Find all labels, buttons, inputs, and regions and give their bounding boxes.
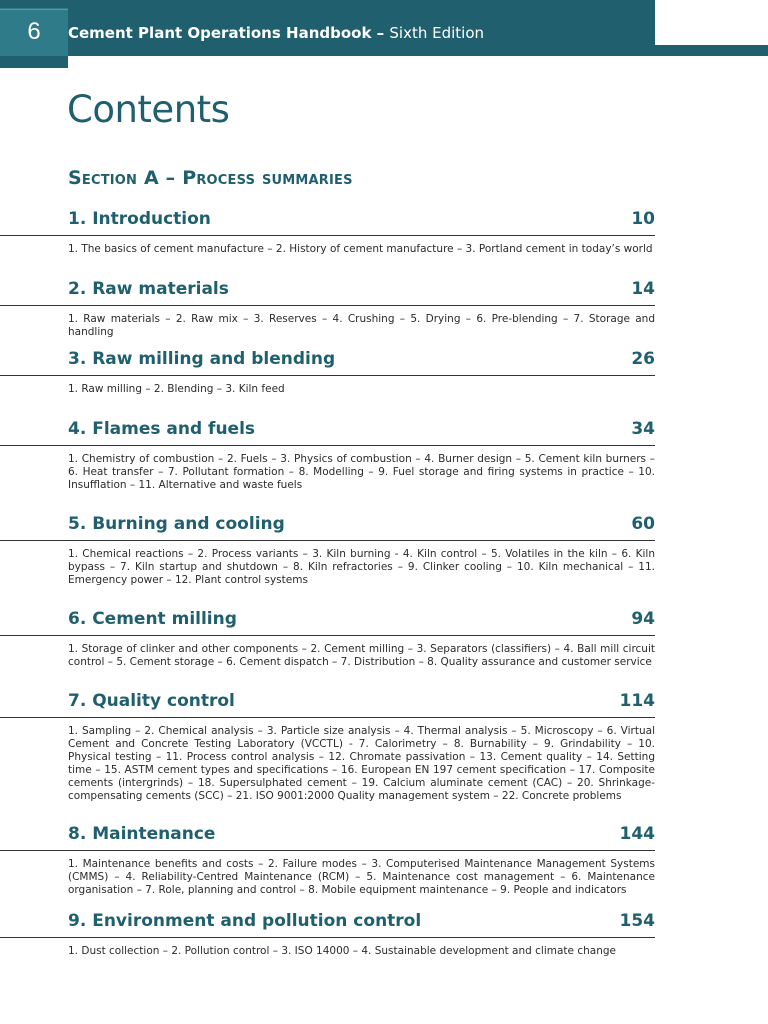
page-number-box bbox=[0, 0, 68, 68]
toc-entry-page[interactable]: 10 bbox=[631, 209, 655, 229]
toc-entry-title[interactable]: 5. Burning and cooling bbox=[68, 514, 285, 534]
toc-entry-title[interactable]: 2. Raw materials bbox=[68, 279, 229, 299]
toc-entry-header bbox=[68, 512, 655, 536]
toc-entry-header bbox=[68, 277, 655, 301]
toc-entry-title[interactable]: 6. Cement milling bbox=[68, 609, 237, 629]
toc-entry-rule bbox=[0, 850, 655, 851]
toc-entry-title[interactable]: 7. Quality control bbox=[68, 691, 235, 711]
toc-entry-description: 1. Maintenance benefits and costs – 2. Failure modes – 3. Computerised Maintenance Management Systems (CMMS) – 4. Reliability-Centred Maintenance (RCM) – 5. Maintenance cost management – 6. Maintenance organisation – 7. Role, planning and control – 8. Mobile equipment maintenance – 9. People and indicators bbox=[68, 858, 655, 896]
book-title bbox=[68, 21, 484, 45]
toc-entry-page[interactable]: 14 bbox=[631, 279, 655, 299]
toc-entry-description: 1. Sampling – 2. Chemical analysis – 3. Particle size analysis – 4. Thermal analysis – 5. Microscopy – 6. Virtual Cement and Concrete Testing Laboratory (VCCTL) - 7. Calorimetry – 8. Burnability – 9. Grindability – 10. Physical testing – 11. Process control analysis – 12. Chromate passivation – 13. Cement quality – 14. Setting time – 15. ASTM cement types and specifications – 16. European EN 197 cement specification – 17. Composite cements (intergrinds) – 18. Supersulphated cement – 19. Calcium aluminate cement (CAC) – 20. Shrinkage-compensating cements (SCC) – 21. ISO 9001:2000 Quality management system – 22. Concrete problems bbox=[68, 725, 655, 802]
contents-heading: Contents bbox=[67, 88, 230, 131]
toc-entry-rule bbox=[0, 717, 655, 718]
toc-entry-title[interactable]: 8. Maintenance bbox=[68, 824, 216, 844]
toc-entry-description: 1. The basics of cement manufacture – 2. History of cement manufacture – 3. Portland cement in today’s world bbox=[68, 243, 653, 255]
toc-entry-rule bbox=[0, 540, 655, 541]
toc-entry-page[interactable]: 144 bbox=[619, 824, 655, 844]
toc-entry-header bbox=[68, 689, 655, 713]
toc-entry-title[interactable]: 9. Environment and pollution control bbox=[68, 911, 422, 931]
book-title-separator: – bbox=[371, 24, 390, 42]
toc-entry-page[interactable]: 114 bbox=[619, 691, 655, 711]
toc-entry-title[interactable]: 3. Raw milling and blending bbox=[68, 349, 336, 369]
toc-entry-rule bbox=[0, 937, 655, 938]
section-heading: Section A – Process summaries bbox=[68, 167, 353, 189]
toc-entry-description: 1. Raw materials – 2. Raw mix – 3. Reserves – 4. Crushing – 5. Drying – 6. Pre-blending – 7. Storage and handling bbox=[68, 313, 655, 338]
toc-entry-title[interactable]: 1. Introduction bbox=[68, 209, 211, 229]
toc-entry-header bbox=[68, 347, 655, 371]
toc-entry-rule bbox=[0, 375, 655, 376]
header-right-strip bbox=[655, 45, 768, 56]
toc-entry-rule bbox=[0, 305, 655, 306]
toc-entry-description: 1. Storage of clinker and other components – 2. Cement milling – 3. Separators (classifiers) – 4. Ball mill circuit control – 5. Cement storage – 6. Cement dispatch – 7. Distribution – 8. Quality assurance and customer service bbox=[68, 643, 655, 668]
toc-entry-description: 1. Raw milling – 2. Blending – 3. Kiln feed bbox=[68, 383, 285, 395]
toc-entry-header bbox=[68, 607, 655, 631]
book-title-name: Cement Plant Operations Handbook bbox=[68, 24, 372, 42]
toc-entry-page[interactable]: 26 bbox=[631, 349, 655, 369]
toc-entry-header bbox=[68, 207, 655, 231]
toc-entry-page[interactable]: 154 bbox=[619, 911, 655, 931]
toc-entry-title[interactable]: 4. Flames and fuels bbox=[68, 419, 256, 439]
toc-entry-description: 1. Chemistry of combustion – 2. Fuels – 3. Physics of combustion – 4. Burner design – 5. Cement kiln burners – 6. Heat transfer – 7. Pollutant formation – 8. Modelling – 9. Fuel storage and firing systems in practice – 10. Insufflation – 11. Alternative and waste fuels bbox=[68, 453, 655, 491]
toc-entry-description: 1. Dust collection – 2. Pollution control – 3. ISO 14000 – 4. Sustainable development and climate change bbox=[68, 945, 616, 957]
toc-entry-rule bbox=[0, 445, 655, 446]
toc-entry-page[interactable]: 94 bbox=[631, 609, 655, 629]
toc-entry-page[interactable]: 60 bbox=[631, 514, 655, 534]
toc-entry-header bbox=[68, 822, 655, 846]
toc-entry-rule bbox=[0, 635, 655, 636]
toc-entry-description: 1. Chemical reactions – 2. Process variants – 3. Kiln burning - 4. Kiln control – 5. Volatiles in the kiln – 6. Kiln bypass – 7. Kiln startup and shutdown – 8. Kiln refractories – 9. Clinker cooling – 10. Kiln mechanical – 11. Emergency power – 12. Plant control systems bbox=[68, 548, 655, 586]
toc-entry-page[interactable]: 34 bbox=[631, 419, 655, 439]
toc-entry-header bbox=[68, 417, 655, 441]
page-number: 6 bbox=[27, 18, 41, 45]
page-header bbox=[0, 0, 768, 68]
toc-entry-rule bbox=[0, 235, 655, 236]
book-edition: Sixth Edition bbox=[389, 24, 485, 42]
toc-entry-header bbox=[68, 909, 655, 933]
